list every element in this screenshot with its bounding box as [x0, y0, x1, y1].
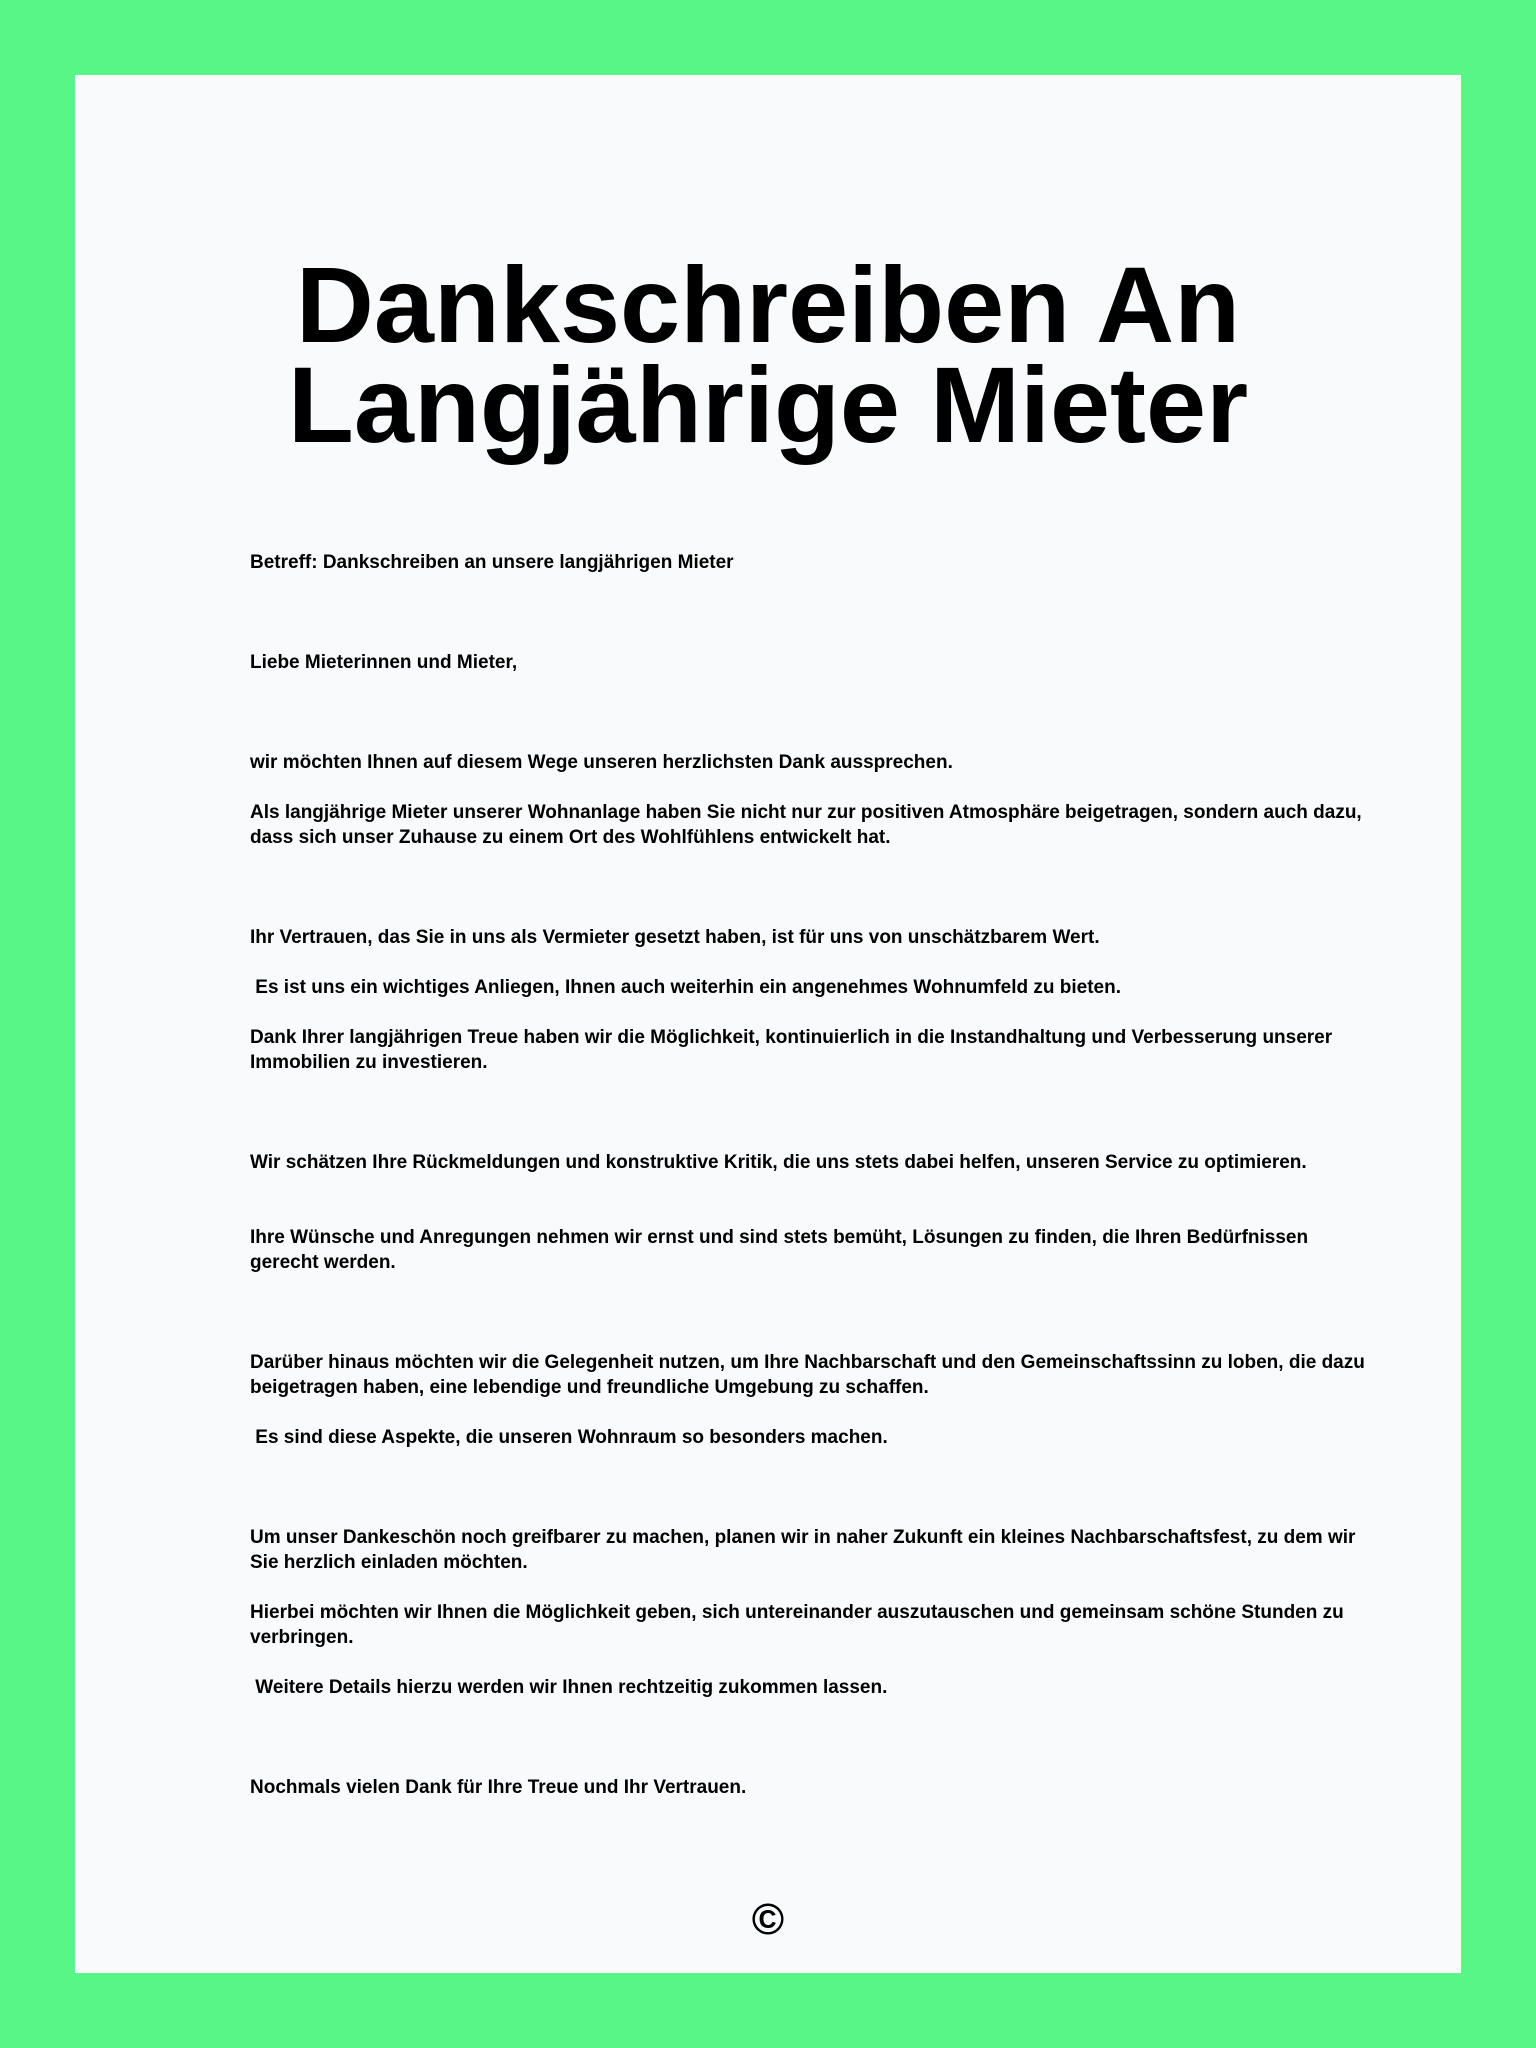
title-line-2: Langjährige Mieter	[287, 344, 1249, 465]
paragraph: Hierbei möchten wir Ihnen die Möglichkeit geben, sich untereinander auszutauschen und gemeinsam schöne Stunden zu verbringen.	[250, 1602, 1350, 1648]
paragraph: Um unser Dankeschön noch greifbarer zu machen, planen wir in naher Zukunft ein kleines Nachbarschaftsfest, zu dem wir Sie herzlich einladen möchten.	[250, 1527, 1361, 1573]
title-line-1: Dankschreiben An	[295, 244, 1241, 365]
copyright-icon: ©	[751, 1895, 785, 1944]
paragraph: Es ist uns ein wichtiges Anliegen, Ihnen auch weiterhin ein angenehmes Wohnumfeld zu bieten.	[250, 977, 1121, 998]
subject-line: Betreff: Dankschreiben an unsere langjährigen Mieter	[250, 552, 734, 573]
paragraph: Dank Ihrer langjährigen Treue haben wir die Möglichkeit, kontinuierlich in die Instandhaltung und Verbesserung unserer Immobilien zu investieren.	[250, 1027, 1338, 1073]
paragraph: Weitere Details hierzu werden wir Ihnen rechtzeitig zukommen lassen.	[250, 1677, 888, 1698]
paragraph: Wir schätzen Ihre Rückmeldungen und konstruktive Kritik, die uns stets dabei helfen, unseren Service zu optimieren.	[250, 1152, 1307, 1173]
paragraph: Ihr Vertrauen, das Sie in uns als Vermieter gesetzt haben, ist für uns von unschätzbarem Wert.	[250, 927, 1100, 948]
document-title	[75, 244, 1461, 465]
paragraph: Als langjährige Mieter unserer Wohnanlage haben Sie nicht nur zur positiven Atmosphäre beigetragen, sondern auch dazu, dass sich unser Zuhause zu einem Ort des Wohlfühlens entwickelt hat.	[250, 802, 1367, 848]
paragraph: Darüber hinaus möchten wir die Gelegenheit nutzen, um Ihre Nachbarschaft und den Gemeinschaftssinn zu loben, die dazu beigetragen haben, eine lebendige und freundliche Umgebung zu schaffen.	[250, 1352, 1371, 1398]
paragraph: wir möchten Ihnen auf diesem Wege unseren herzlichsten Dank aussprechen.	[250, 752, 953, 773]
letter-page	[75, 75, 1461, 1973]
paragraph: Ihre Wünsche und Anregungen nehmen wir ernst und sind stets bemüht, Lösungen zu finden, die Ihren Bedürfnissen gerecht werden.	[250, 1227, 1314, 1273]
salutation: Liebe Mieterinnen und Mieter,	[250, 652, 518, 673]
closing-line: Nochmals vielen Dank für Ihre Treue und Ihr Vertrauen.	[250, 1777, 747, 1798]
paragraph: Es sind diese Aspekte, die unseren Wohnraum so besonders machen.	[250, 1427, 888, 1448]
